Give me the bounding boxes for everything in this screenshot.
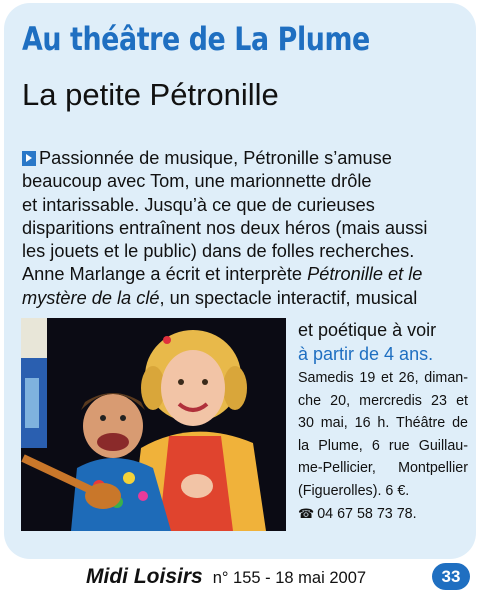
event-details bbox=[298, 318, 468, 525]
page-number-badge: 33 bbox=[432, 563, 470, 590]
info-line: la Plume, 6 rue Guillau- bbox=[298, 437, 468, 454]
article-title: Au théâtre de La Plume bbox=[22, 20, 370, 58]
show-photo bbox=[21, 318, 286, 531]
body-text-segment: Passionnée de musique, Pétronille s’amuse bbox=[39, 148, 392, 168]
body-line bbox=[22, 147, 462, 170]
body-line: beaucoup avec Tom, une marionnette drôle bbox=[22, 171, 372, 192]
magazine-name: Midi Loisirs bbox=[86, 565, 203, 588]
body-text-segment: Anne Marlange a écrit et interprète bbox=[22, 264, 308, 285]
practical-info bbox=[298, 367, 468, 525]
article-subtitle: La petite Pétronille bbox=[22, 77, 279, 112]
body-line: et intarissable. Jusqu’à ce que de curieuses bbox=[22, 194, 375, 215]
issue-info: n° 155 - 18 mai 2007 bbox=[212, 569, 367, 587]
info-line: (Figuerolles). 6 €. bbox=[298, 482, 410, 499]
show-title-italic: mystère de la clé bbox=[22, 287, 160, 308]
body-line: disparitions entraînent nos deux héros (mais aussi bbox=[22, 217, 428, 238]
info-line: che 20, mercredis 23 et bbox=[298, 392, 468, 409]
body-line: les jouets et le public) dans de folles recherches. bbox=[22, 241, 415, 262]
page-footer bbox=[86, 565, 366, 589]
body-continuation: et poétique à voir bbox=[298, 320, 437, 340]
performer-with-puppet-image bbox=[21, 318, 286, 531]
body-text-segment: , un spectacle interactif, musical bbox=[159, 287, 418, 308]
info-line: 30 mai, 16 h. Théâtre de bbox=[298, 415, 468, 432]
age-recommendation: à partir de 4 ans. bbox=[298, 344, 434, 364]
body-line bbox=[22, 287, 462, 310]
arrow-bullet-icon bbox=[22, 151, 36, 166]
body-line bbox=[22, 263, 462, 286]
info-line: me-Pellicier, Montpellier bbox=[298, 460, 468, 477]
info-line: Samedis 19 et 26, diman- bbox=[298, 370, 468, 386]
phone-line bbox=[298, 503, 468, 526]
telephone-icon: ☎ bbox=[298, 505, 315, 521]
phone-number: 04 67 58 73 78. bbox=[317, 505, 417, 522]
show-title-italic: Pétronille et le bbox=[307, 264, 423, 285]
article-body bbox=[22, 147, 462, 310]
